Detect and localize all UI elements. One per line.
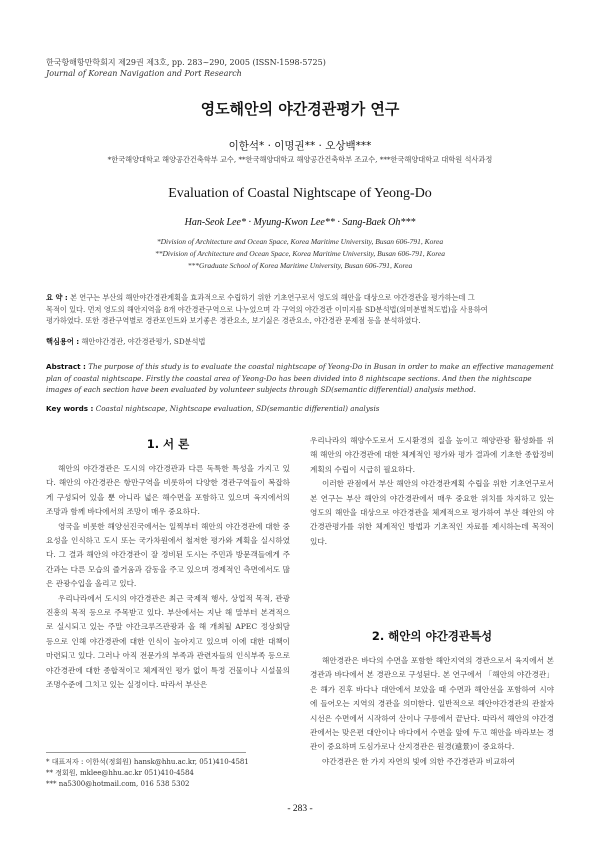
abstract-ko-label: 요 약 : (46, 293, 68, 302)
abstract-en-line-3: images of each section have been evaluated by volunteer subjects through SD(semantic differential) analysis method. (46, 385, 476, 394)
keywords-en-text: Coastal nightscape, Nightscape evaluation, SD(semantic differential) analysis (95, 404, 380, 413)
section-1-cont-paragraph: 이러한 관점에서 부산 해안의 야간경관계획 수립을 위한 기초연구로서 본 연구는 부산 해안의 야간경관에서 매우 중요한 위치를 차지하고 있는 영도의 해안을 대상으로 야간경관을 체계적으로 평가하여 부산 해안의 야간경관평가를 위한 체계적인 방법과 기초적인 자료를 제시하는데 목적이 있다. (310, 479, 554, 546)
abstract-en-line-2: plan of coastal nightscape. Firstly the coastal area of Yeong-Do has been divided into 8 nightscape sections. And then the nightscape (46, 373, 532, 383)
affiliation-ko: *한국해양대학교 해양공간건축학부 교수, **한국해양대학교 해양공간건축학부 조교수, ***한국해양대학교 대학원 석사과정 (107, 155, 493, 164)
authors-en: Han-Seok Lee* · Myung-Kwon Lee** · Sang-Baek Oh*** (184, 217, 416, 228)
footnote-3: *** na5300@hotmail.com, 016 538 5302 (46, 780, 190, 788)
abstract-en-text-1: The purpose of this study is to evaluate the coastal nightscape of Yeong-Do in Busan in order to make an effective management (88, 362, 554, 371)
section-1-heading: 1. 서 론 (146, 437, 190, 451)
authors-ko: 이한석* · 이명권** · 오상백*** (228, 140, 372, 152)
section-1-continued (310, 434, 554, 549)
abstract-en-line-1 (46, 361, 566, 373)
section-1-paragraph: 우리나라에서 도시의 야간경관은 최근 국제적 행사, 상업적 목적, 관광 진흥의 목적 등으로 주목받고 있다. 부산에서는 지난 해 말부터 본격적으로 실시되고 있는 주말 야간크루즈관광과 올 해 개최될 APEC 정상회담 등으로 인해 야간경관에 대한 인식이 높아지고 있으며 이에 대한 대책이 마련되고 있다. 그러나 아직 전문가의 부족과 관련자들의 인식부족 등으로 야간경관에 대한 종합적이고 체계적인 평가 없이 특정 건물이나 시설물의 조명수준에 그치고 있는 실정이다. 따라서 부산은 (46, 593, 290, 690)
section-1-body (46, 462, 290, 693)
page-number: - 283 - (287, 804, 313, 814)
section-2-heading: 2. 해안의 야간경관특성 (371, 629, 493, 643)
section-1-paragraph: 해안의 야간경관은 도시의 야간경관과 다른 독특한 특성을 가지고 있다. 해안의 야간경관은 항만구역을 비롯하여 다양한 경관구역들이 복잡하게 구성되어 있을 뿐 아니라 넓은 해수면을 포함하고 있으며 육지에서의 조망과 함께 바다에서의 조망이 매우 중요하다. (46, 464, 290, 517)
affiliation-en-1: *Division of Architecture and Ocean Space, Korea Maritime University, Busan 606-791, Korea (156, 237, 444, 246)
keywords-ko (46, 336, 566, 348)
footnote-1: * 대표저자 : 이한석(정회원) hansk@hhu.ac.kr, 051)410-4581 (46, 758, 249, 766)
section-1-cont-paragraph: 우리나라의 해양수도로서 도시환경의 질을 높이고 해양관광 활성화를 위해 해안의 야간경관에 대한 체계적인 평가와 평가 결과에 기초한 종합정비계획의 수립이 시급히 필요하다. (310, 436, 554, 474)
abstract-ko-line-1 (46, 292, 566, 304)
keywords-en (46, 403, 566, 415)
affiliation-en-2: **Division of Architecture and Ocean Space, Korea Maritime University, Busan 606-791, Korea (155, 249, 445, 258)
abstract-ko-line-3: 평가하였다. 또한 경관구역별로 경관포인트와 보기좋은 경관요소, 보기싫은 경관요소, 야간경관 문제점 등을 분석하였다. (46, 316, 421, 325)
abstract-ko-text-1: 본 연구는 부산의 해안야간경관계획을 효과적으로 수립하기 위한 기초연구로서 영도의 해안을 대상으로 야간경관을 평가하는데 그 (70, 293, 475, 302)
affiliation-en-3: ***Graduate School of Korea Maritime University, Busan 606-791, Korea (187, 261, 413, 270)
abstract-ko-line-2: 목적이 있다. 먼저 영도의 해안지역을 8개 야간경관구역으로 나누었으며 각 구역의 야간경관 이미지를 SD분석법(의미분별척도법)을 사용하여 (46, 304, 488, 314)
keywords-ko-text: 해안야간경관, 야간경관평가, SD분석법 (81, 337, 206, 346)
abstract-en-label: Abstract : (46, 362, 86, 371)
journal-citation: 한국항해항만학회지 제29권 제3호, pp. 283~290, 2005 (ISSN-1598-5725) (46, 58, 326, 67)
section-2-paragraph: 해안경관은 바다의 수면을 포함한 해안지역의 경관으로서 육지에서 본 경관과 바다에서 본 경관으로 구성된다. 본 연구에서 「해안의 야간경관」은 해가 진후 바다나 대안에서 보았을 때 수면과 해안선을 포함하여 시야에 들어오는 지역의 경관을 의미한다. 일반적으로 해안야간경관의 관찰자 시선은 수면에서 시작하여 산이나 구릉에서 끝난다. 따라서 해안의 야간경관에서는 맞은편 대안이나 바다에서 수면을 앞에 두고 해안을 바라보는 경관이 중요하며 도심가로나 산지경관은 원경(遠景)이 중요하다. (310, 656, 554, 752)
keywords-ko-label: 핵심용어 : (46, 337, 80, 346)
page-title-en: Evaluation of Coastal Nightscape of Yeong-Do (168, 186, 432, 201)
section-2-paragraph: 야간경관은 한 가지 자연의 빛에 의한 주간경관과 비교하여 (322, 756, 515, 766)
section-1-paragraph: 영국을 비롯한 해양선진국에서는 일찍부터 해안의 야간경관에 대한 중요성을 인식하고 도시 또는 국가차원에서 철저한 평가와 계획을 실시하였다. 그 결과 해안의 야간경관이 잘 정비된 도시는 주민과 방문객들에게 주간과는 다른 모습의 즐거움과 감동을 주고 있으며 경제적인 측면에서도 많은 관광수입을 올리고 있다. (46, 521, 290, 589)
section-2-body (310, 654, 554, 769)
journal-name: Journal of Korean Navigation and Port Research (46, 69, 242, 78)
abstract-ko (46, 292, 566, 327)
footnote-2: ** 정회원, mklee@hhu.ac.kr 051)410-4584 (46, 769, 194, 777)
footnote-divider (46, 752, 246, 753)
page-title-ko: 영도해안의 야간경관평가 연구 (200, 100, 400, 118)
abstract-en (46, 361, 566, 396)
keywords-en-label: Key words : (46, 404, 94, 413)
